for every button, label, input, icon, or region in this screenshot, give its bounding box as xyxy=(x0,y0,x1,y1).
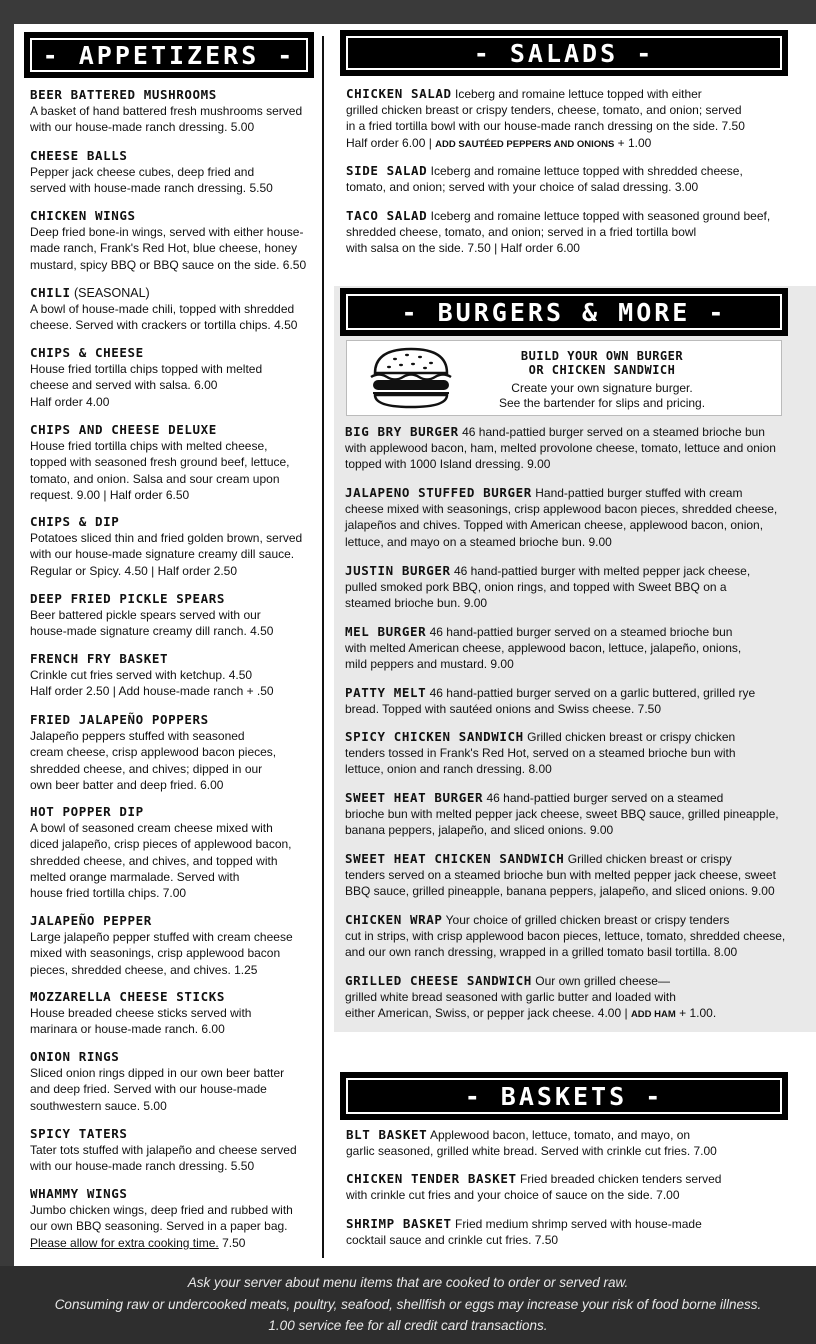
appetizers-title: - APPETIZERS - xyxy=(30,38,308,72)
item-name: FRIED JALAPEÑO POPPERS xyxy=(30,712,209,727)
item-description-first: Hand-pattied burger stuffed with cream xyxy=(535,486,743,500)
item-heading xyxy=(345,790,779,806)
item-description-line: pieces, shredded cheese, and chives. 1.25 xyxy=(30,962,258,977)
item-description-line xyxy=(345,1005,716,1023)
menu-item-basket xyxy=(346,1216,702,1248)
item-description-line: mustard, spicy BBQ or BBQ sauce on the side. 6.50 xyxy=(30,257,307,272)
menu-item-appetizer xyxy=(30,514,302,579)
item-name: MEL BURGER xyxy=(345,624,427,639)
item-description-line: request. 9.00 | Half order 6.50 xyxy=(30,487,190,502)
build-your-own-desc-line1: Create your own signature burger. xyxy=(511,381,693,395)
menu-item-burger xyxy=(345,424,776,473)
item-description-line: Half order 4.00 xyxy=(30,394,110,409)
menu-item-appetizer xyxy=(30,712,276,793)
item-description-first: Grilled chicken breast or crispy chicken xyxy=(527,730,736,744)
menu-item-appetizer xyxy=(30,345,262,410)
item-heading xyxy=(345,729,736,745)
item-description-line: cream cheese, crisp applewood bacon pieces, xyxy=(30,745,277,760)
item-heading xyxy=(30,1186,293,1202)
baskets-header xyxy=(340,1072,788,1120)
item-description-line: cut in strips, with crisp applewood bacon pieces, lettuce, tomato, shredded cheese, xyxy=(345,929,786,944)
item-name: PATTY MELT xyxy=(345,685,427,700)
item-price-line: either American, Swiss, or pepper jack cheese. 4.00 | xyxy=(345,1006,631,1021)
item-heading xyxy=(345,424,776,440)
item-description-line: A basket of hand battered fresh mushrooms served xyxy=(30,104,303,119)
item-note: (SEASONAL) xyxy=(73,286,150,300)
item-description-first: Iceberg and romaine lettuce topped with either xyxy=(454,87,702,101)
menu-item-burger xyxy=(345,729,736,778)
baskets-title: - BASKETS - xyxy=(346,1078,782,1114)
burger-icon xyxy=(365,345,457,409)
item-description-line xyxy=(30,1235,293,1251)
item-description-line: steamed brioche bun. 9.00 xyxy=(345,596,488,611)
item-addon: ADD HAM xyxy=(630,1009,676,1021)
item-description-line: Pepper jack cheese cubes, deep fried and xyxy=(30,165,255,180)
item-description-first: Your choice of grilled chicken breast or crispy tenders xyxy=(445,913,730,927)
item-heading xyxy=(30,651,274,667)
item-description-line: Potatoes sliced thin and fried golden brown, served xyxy=(30,531,303,546)
item-description-line: tomato, and onion. Salsa and sour cream upon xyxy=(30,471,280,486)
item-name: MOZZARELLA CHEESE STICKS xyxy=(30,989,226,1004)
item-heading xyxy=(346,86,745,102)
item-description-line: brioche bun with melted pepper jack cheese, sweet BBQ sauce, grilled pineapple, xyxy=(345,807,779,822)
item-description-line: Tater tots stuffed with jalapeño and cheese served xyxy=(30,1143,297,1158)
item-description-line: House breaded cheese sticks served with xyxy=(30,1006,252,1021)
menu-item-burger xyxy=(345,485,777,550)
item-description-line: pulled smoked pork BBQ, onion rings, and topped with Sweet BBQ on a xyxy=(345,580,727,595)
menu-item-burger xyxy=(345,851,776,900)
item-description-line: Regular or Spicy. 4.50 | Half order 2.50 xyxy=(30,563,237,578)
menu-item-basket xyxy=(346,1127,717,1159)
item-name: SPICY TATERS xyxy=(30,1126,128,1141)
burgers-title: - BURGERS & MORE - xyxy=(346,294,782,330)
item-heading xyxy=(30,989,251,1005)
item-description-line: lettuce, onion and ranch dressing. 8.00 xyxy=(345,762,552,777)
item-description-line: and deep fried. Served with our house-made xyxy=(30,1082,267,1097)
menu-item-appetizer xyxy=(30,422,290,503)
item-heading xyxy=(346,163,743,179)
item-description-first: 46 hand-pattied burger with melted pepper jack cheese, xyxy=(453,564,751,578)
item-heading xyxy=(345,912,785,928)
build-your-own-title-line2: OR CHICKEN SANDWICH xyxy=(528,363,676,377)
menu-item-salad xyxy=(346,208,770,257)
item-description-first: Iceberg and romaine lettuce topped with shredded cheese, xyxy=(430,164,743,178)
item-addon-price: + 1.00. xyxy=(675,1006,717,1021)
menu-item-appetizer xyxy=(30,1126,297,1175)
item-description-line: A bowl of house-made chili, topped with shredded xyxy=(30,302,295,317)
item-description-line: banana peppers, jalapeño, and sliced onions. 9.00 xyxy=(345,823,614,838)
item-description-line: Beer battered pickle spears served with our xyxy=(30,608,261,623)
item-description-line: cheese and served with salsa. 6.00 xyxy=(30,378,218,393)
menu-item-appetizer xyxy=(30,591,273,640)
item-heading xyxy=(30,804,292,820)
item-name: SIDE SALAD xyxy=(346,163,428,178)
item-description-line: Jalapeño peppers stuffed with seasoned xyxy=(30,729,245,744)
item-heading xyxy=(30,514,302,530)
item-description-line: tomato, and onion; served with your choice of salad dressing. 3.00 xyxy=(346,180,699,195)
footer-disclaimer xyxy=(0,1266,816,1344)
item-description-first: Our own grilled cheese— xyxy=(535,974,670,988)
item-description-line: served with house-made ranch dressing. 5.50 xyxy=(30,181,273,196)
item-heading xyxy=(346,1216,702,1232)
item-name: HOT POPPER DIP xyxy=(30,804,144,819)
item-name: SPICY CHICKEN SANDWICH xyxy=(345,729,524,744)
item-description-line: jalapeños and chives. Topped with American cheese, applewood bacon, onion, xyxy=(345,518,764,533)
item-description-line: cocktail sauce and crinkle cut fries. 7.50 xyxy=(346,1233,559,1248)
menu-item-appetizer xyxy=(30,87,302,136)
menu-item-appetizer xyxy=(30,1049,284,1114)
item-name: CHIPS & DIP xyxy=(30,514,120,529)
item-description-line: shredded cheese, and chives, and topped with xyxy=(30,853,278,868)
item-description-line: House fried tortilla chips with melted cheese, xyxy=(30,439,268,454)
item-heading xyxy=(346,208,770,224)
item-name: CHIPS AND CHEESE DELUXE xyxy=(30,422,217,437)
build-your-own-title-line1: BUILD YOUR OWN BURGER xyxy=(520,349,684,363)
item-name: JUSTIN BURGER xyxy=(345,563,451,578)
item-heading xyxy=(345,973,716,989)
item-name: FRENCH FRY BASKET xyxy=(30,651,169,666)
item-description-line: grilled white bread seasoned with garlic butter and loaded with xyxy=(345,990,676,1005)
item-description-line: our own BBQ seasoning. Served in a paper bag. xyxy=(30,1219,288,1234)
menu-item-appetizer xyxy=(30,989,251,1038)
item-description-line: made ranch, Frank's Red Hot, blue cheese, honey xyxy=(30,241,298,256)
item-heading xyxy=(30,1126,297,1142)
item-heading xyxy=(30,208,306,224)
item-description-line: with melted American cheese, applewood bacon, lettuce, jalapeño, onions, xyxy=(345,641,742,656)
item-description-first: 46 hand-pattied burger served on a steamed brioche bun xyxy=(429,625,733,639)
menu-item-appetizer xyxy=(30,208,306,273)
build-your-own-box xyxy=(346,340,782,416)
build-your-own-desc-line2: See the bartender for slips and pricing. xyxy=(498,395,706,410)
item-description-line: with applewood bacon, ham, melted provolone cheese, tomato, lettuce and onion xyxy=(345,441,776,456)
item-description-line: in a fried tortilla bowl with our house-made ranch dressing on the side. 7.50 xyxy=(346,119,745,134)
menu-item-salad xyxy=(346,163,743,195)
item-description-first: Iceberg and romaine lettuce topped with seasoned ground beef, xyxy=(430,209,771,223)
item-name: DEEP FRIED PICKLE SPEARS xyxy=(30,591,226,606)
menu-item-burger xyxy=(345,912,785,961)
item-description-line: with our house-made signature creamy dill sauce. xyxy=(30,547,295,562)
item-description-line: own beer batter and deep fried. 6.00 xyxy=(30,777,224,792)
item-description-line: house-made signature creamy dill ranch. 4.50 xyxy=(30,624,274,639)
item-description-line: topped with 1000 Island dressing. 9.00 xyxy=(345,457,551,472)
menu-item-burger xyxy=(345,790,779,839)
item-description-line: BBQ sauce, grilled pineapple, banana peppers, jalapeño, and sliced onions. 9.00 xyxy=(345,884,775,899)
item-name: CHICKEN SALAD xyxy=(346,86,452,101)
item-description-line: House fried tortilla chips topped with melted xyxy=(30,362,263,377)
menu-item-burger xyxy=(345,973,716,1024)
item-name: CHEESE BALLS xyxy=(30,148,128,163)
item-description-line: house fried tortilla chips. 7.00 xyxy=(30,886,187,901)
item-description-first: 46 hand-pattied burger served on a garlic buttered, grilled rye xyxy=(429,686,756,700)
item-name: SWEET HEAT BURGER xyxy=(345,790,484,805)
salads-title: - SALADS - xyxy=(346,36,782,70)
item-description-line: cheese. Served with crackers or tortilla chips. 4.50 xyxy=(30,318,298,333)
item-description-line: tenders tossed in Frank's Red Hot, served on a steamed brioche bun with xyxy=(345,746,736,761)
menu-item-burger xyxy=(345,563,750,612)
item-price: 7.50 xyxy=(218,1235,246,1250)
item-name: GRILLED CHEESE SANDWICH xyxy=(345,973,532,988)
footer-line-2: Consuming raw or undercooked meats, poultry, seafood, shellfish or eggs may increase your risk of food borne illness. xyxy=(54,1296,762,1312)
item-name: SWEET HEAT CHICKEN SANDWICH xyxy=(345,851,565,866)
item-description-line: shredded cheese, and chives; dipped in our xyxy=(30,761,263,776)
item-description-line: Large jalapeño pepper stuffed with cream cheese xyxy=(30,930,293,945)
item-description-line: mixed with seasonings, crisp applewood bacon xyxy=(30,946,281,961)
menu-item-appetizer xyxy=(30,913,293,978)
item-description-line: Sliced onion rings dipped in our own beer batter xyxy=(30,1066,285,1081)
item-name: TACO SALAD xyxy=(346,208,428,223)
item-heading xyxy=(345,563,750,579)
item-heading xyxy=(345,851,776,867)
item-description-line: Jumbo chicken wings, deep fried and rubbed with xyxy=(30,1203,293,1218)
item-heading xyxy=(30,712,276,728)
item-description-line: Crinkle cut fries served with ketchup. 4.50 xyxy=(30,668,253,683)
item-heading xyxy=(30,87,302,103)
item-name: WHAMMY WINGS xyxy=(30,1186,128,1201)
item-description-line: cheese mixed with seasonings, crisp applewood bacon pieces, shredded cheese, xyxy=(345,502,778,517)
item-name: JALAPEÑO PEPPER xyxy=(30,913,152,928)
item-description-first: Grilled chicken breast or crispy xyxy=(567,852,732,866)
item-heading xyxy=(346,1171,721,1187)
item-description-line: shredded cheese, tomato, and onion; served in a fried tortilla bowl xyxy=(346,225,697,240)
item-description-line: Deep fried bone-in wings, served with either house- xyxy=(30,225,304,240)
menu-item-basket xyxy=(346,1171,721,1203)
item-description-line: with crinkle cut fries and your choice of sauce on the side. 7.00 xyxy=(346,1188,680,1203)
menu-item-appetizer xyxy=(30,285,297,334)
menu-item-appetizer xyxy=(30,651,274,700)
menu-item-appetizer xyxy=(30,804,292,901)
item-description-line xyxy=(346,135,745,153)
item-heading xyxy=(30,285,297,301)
item-description-line: marinara or house-made ranch. 6.00 xyxy=(30,1022,225,1037)
item-description-line: topped with seasoned fresh ground beef, lettuce, xyxy=(30,455,290,470)
item-heading xyxy=(30,913,293,929)
item-description-first: Fried medium shrimp served with house-made xyxy=(454,1217,702,1231)
item-price-line: Half order 6.00 | xyxy=(346,135,436,150)
build-your-own-description xyxy=(472,381,732,410)
item-description-line: and our own ranch dressing, wrapped in a grilled tomato basil tortilla. 8.00 xyxy=(345,945,738,960)
item-name: CHICKEN WINGS xyxy=(30,208,136,223)
menu-item-burger xyxy=(345,624,741,673)
item-heading xyxy=(30,422,290,438)
item-description-line: with salsa on the side. 7.50 | Half order 6.00 xyxy=(346,241,580,256)
item-name: SHRIMP BASKET xyxy=(346,1216,452,1231)
menu-item-salad xyxy=(346,86,745,153)
item-description-line: mild peppers and mustard. 9.00 xyxy=(345,657,514,672)
build-your-own-title xyxy=(482,349,722,377)
item-heading xyxy=(30,591,273,607)
item-description-first: Fried breaded chicken tenders served xyxy=(519,1172,722,1186)
column-divider xyxy=(322,36,324,1258)
item-description-line: grilled chicken breast or crispy tenders, cheese, tomato, and onion; served xyxy=(346,103,742,118)
menu-item-appetizer xyxy=(30,148,273,197)
item-name: CHIPS & CHEESE xyxy=(30,345,144,360)
item-heading xyxy=(345,624,741,640)
salads-header xyxy=(340,30,788,76)
item-name: ONION RINGS xyxy=(30,1049,120,1064)
item-note-underlined: Please allow for extra cooking time. xyxy=(30,1235,219,1250)
item-description-line: Half order 2.50 | Add house-made ranch + .50 xyxy=(30,684,274,699)
menu-item-burger xyxy=(345,685,755,717)
footer-line-3: 1.00 service fee for all credit card transactions. xyxy=(268,1318,548,1333)
item-description-line: with our house-made ranch dressing. 5.50 xyxy=(30,1159,255,1174)
item-description-line: bread. Topped with sautéed onions and Swiss cheese. 7.50 xyxy=(345,702,661,717)
item-description-first: 46 hand-pattied burger served on a steamed brioche bun xyxy=(462,425,765,439)
menu-item-appetizer xyxy=(30,1186,293,1251)
item-description-line: lettuce, and mayo on a steamed brioche bun. 9.00 xyxy=(345,534,612,549)
item-name: JALAPENO STUFFED BURGER xyxy=(345,485,532,500)
burgers-header xyxy=(340,288,788,336)
appetizers-header xyxy=(24,32,314,78)
item-name: CHILI xyxy=(30,285,71,300)
item-heading xyxy=(30,148,273,164)
item-description-line: melted orange marmalade. Served with xyxy=(30,869,240,884)
item-description-line: garlic seasoned, grilled white bread. Served with crinkle cut fries. 7.00 xyxy=(346,1144,717,1159)
item-heading xyxy=(30,345,262,361)
item-name: CHICKEN TENDER BASKET xyxy=(346,1171,517,1186)
item-heading xyxy=(345,685,755,701)
item-description-first: Applewood bacon, lettuce, tomato, and mayo, on xyxy=(429,1128,691,1142)
item-heading xyxy=(345,485,777,501)
item-description-line: tenders served on a steamed brioche bun with melted pepper jack cheese, sweet xyxy=(345,868,776,883)
item-name: CHICKEN WRAP xyxy=(345,912,443,927)
item-name: BEER BATTERED MUSHROOMS xyxy=(30,87,217,102)
item-description-line: southwestern sauce. 5.00 xyxy=(30,1098,167,1113)
item-description-first: 46 hand-pattied burger served on a steamed xyxy=(486,791,724,805)
item-heading xyxy=(346,1127,717,1143)
item-addon-price: + 1.00 xyxy=(614,135,652,150)
item-description-line: with our house-made ranch dressing. 5.00 xyxy=(30,120,255,135)
item-description-line: diced jalapeño, crisp pieces of applewood bacon, xyxy=(30,837,292,852)
item-description-line: A bowl of seasoned cream cheese mixed with xyxy=(30,821,273,836)
item-addon: ADD SAUTÉED PEPPERS AND ONIONS xyxy=(435,138,615,150)
item-name: BIG BRY BURGER xyxy=(345,424,459,439)
item-name: BLT BASKET xyxy=(346,1127,428,1142)
item-heading xyxy=(30,1049,284,1065)
footer-line-1: Ask your server about menu items that are cooked to order or served raw. xyxy=(187,1275,629,1290)
